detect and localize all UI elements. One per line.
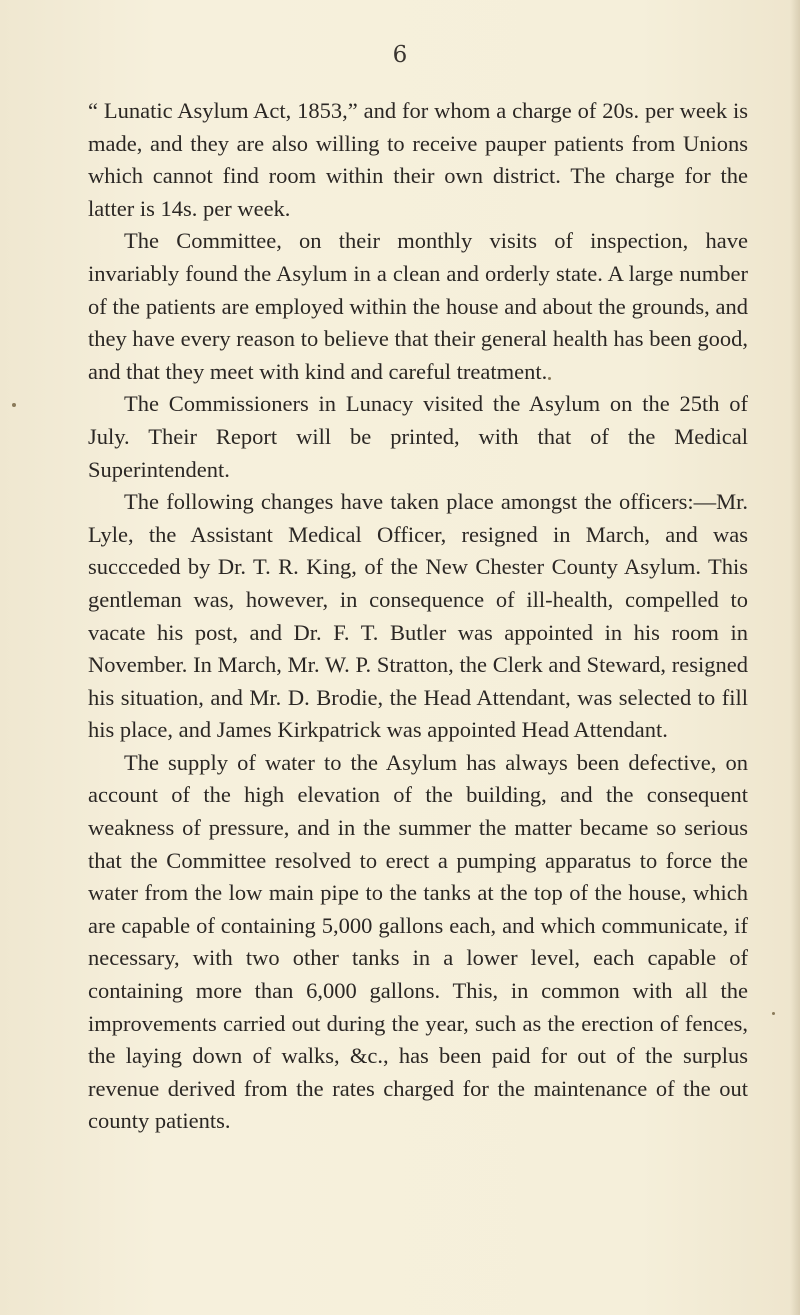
- page-number: 6: [392, 42, 408, 68]
- paragraph-4: The following changes have taken place amongst the officers:—Mr. Lyle, the Assistant Medical Officer, resigned in March, and was succceded by Dr. T. R. King, of the New Chester County Asylum. This gentleman was, however, in consequence of ill-health, compelled to vacate his post, and Dr. F. T. Butler was appointed in his room in November. In March, Mr. W. P. Stratton, the Clerk and Steward, resigned his situation, and Mr. D. Brodie, the Head Attendant, was selected to fill his place, and James Kirkpatrick was appointed Head Attendant.: [88, 489, 748, 743]
- page-edge-shadow: [790, 0, 800, 1315]
- paragraph-3: The Commissioners in Lunacy visited the Asylum on the 25th of July. Their Report will be printed, with that of the Medical Superintendent.: [88, 391, 748, 482]
- paragraph-5: The supply of water to the Asylum has always been defective, on account of the high elevation of the building, and the consequent weakness of pressure, and in the summer the matter became so serious that the Committee resolved to erect a pumping apparatus to force the water from the low main pipe to the tanks at the top of the house, which are capable of containing 5,000 gallons each, and which communicate, if necessary, with two other tanks in a lower level, each capable of containing more than 6,000 gallons. This, in common with all the improvements carried out during the year, such as the erection of fences, the laying down of walks, &c., has been paid for out of the surplus revenue derived from the rates charged for the maintenance of the out county patients.: [88, 749, 748, 1134]
- paper-speck: [772, 1012, 775, 1015]
- paper-speck: [548, 377, 551, 380]
- paragraph-2: The Committee, on their monthly visits of inspection, have invariably found the Asylum in a clean and orderly state. A large number of the patients are employed within the house and about the grounds, and they have every reason to believe that their general health has been good, and that they meet with kind and careful treatment.: [88, 228, 748, 384]
- paragraph-1: “ Lunatic Asylum Act, 1853,” and for whom a charge of 20s. per week is made, and they are also willing to receive pauper patients from Unions which cannot find room within their own district. The charge for the latter is 14s. per week.: [88, 98, 748, 221]
- body-text: [88, 95, 748, 1138]
- paper-speck: [12, 403, 16, 407]
